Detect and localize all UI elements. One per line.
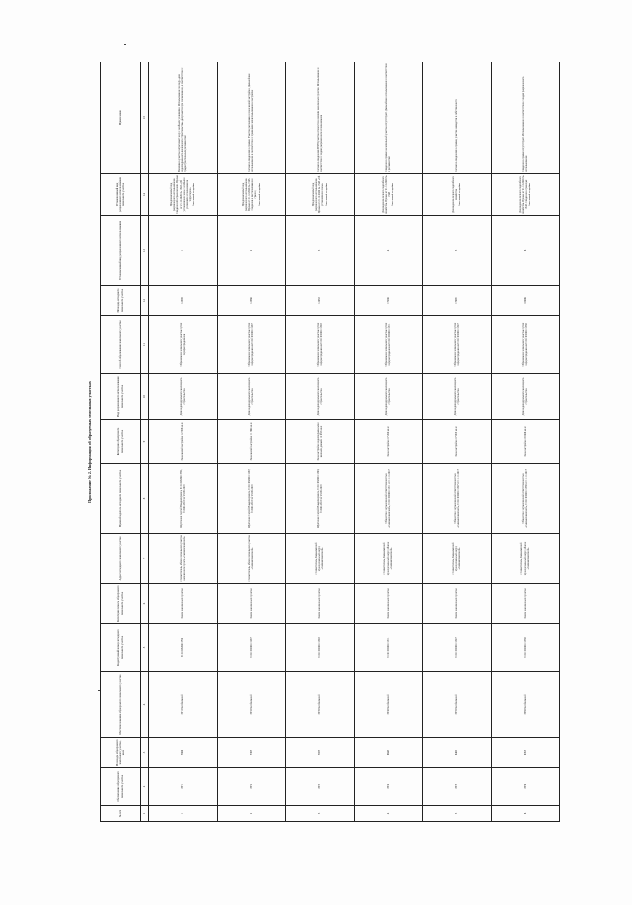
decision-text: Для ведения личного подсобного хозяйства	[451, 176, 459, 213]
decision	[354, 174, 423, 216]
decision	[217, 174, 286, 216]
table-row	[149, 62, 218, 822]
plot-location: ЗУ1 Пос.ближний	[149, 672, 218, 738]
cadastral-number: 91:01:032001:1303	[286, 624, 355, 672]
note: Сведения о правах отсутствуют. Использование в соответствии с видом разрешенного использования	[491, 62, 560, 174]
cadastral-number: 91:01:032001:1311	[354, 624, 423, 672]
decision-text: Предполагаемый вид разрешенного использования. Приказ от 21.12.2020 № 1543. Сведения о местоположении границ	[241, 177, 258, 212]
scan-speck	[124, 44, 126, 45]
row-number: 3	[286, 806, 355, 822]
column-number: 3	[141, 738, 149, 768]
column-header: Правообладатель исходного земельного участка	[101, 464, 141, 534]
permitted-use: Для индивидуального жилищного строительства	[217, 374, 286, 420]
column-header: Кадастровый номер исходного земельного участка	[101, 624, 141, 672]
plot-location: ЗУ5 Пос.ближний	[423, 672, 492, 738]
established-use: Зона жилой застройки	[192, 183, 196, 206]
column-number: 13	[141, 216, 149, 286]
permitted-use: Для индивидуального жилищного строительства	[149, 374, 218, 420]
column-header: Категория земель образуемого земельного участка	[101, 584, 141, 624]
column-number: 10	[141, 374, 149, 420]
column-number: 7	[141, 534, 149, 584]
note: Согласно сведениям о правах, участок находится в собственности	[423, 62, 492, 174]
permitted-use: Для индивидуального жилищного строительства	[286, 374, 355, 420]
decision	[149, 174, 218, 216]
decision-text: Предполагаемый вид разрешенного использования. Приказ от 21.12.2020 № 1543 «Об установлении зоны»	[311, 175, 325, 214]
row-number: 2	[217, 806, 286, 822]
formation-method: Образование земельного участка путем перераспределения 91:01:032001:1303	[286, 316, 355, 374]
note: Возможно участок затрагивает зону с особыми условиями. Использование по виду «для индивидуального жилищного строительства» допускается при согласовании, в соответствии с градостроительным регламентом	[149, 62, 218, 174]
plot-area: 7006	[149, 738, 218, 768]
zone-purpose: Зона жилой застройки 11 360 кв.м	[217, 420, 286, 464]
table-row	[423, 62, 492, 822]
row-status: 3	[286, 216, 355, 286]
formation-method: Образование земельного участка путем перераспределения 91:01:032001:1338	[491, 316, 560, 374]
note: Согласно сведениям о правах. Участок расположен в зоне жилой застройки. Дальнейшее использование в соответствии с правилами землепользования и застройки	[217, 62, 286, 174]
cadastral-number: 91:01:032001:790	[149, 624, 218, 672]
zone-purpose: Зона застройки 18 006 кв.м	[491, 420, 560, 464]
formation-method: Образование земельного участка путем перераспределения 91:01:032001:1297	[217, 316, 286, 374]
cadastral-number: 91:01:032001:1327	[423, 624, 492, 672]
plot-address: г.Севастополь, Балаклавский муниципальный округ, «Самокопшевский»	[423, 534, 492, 584]
row-number: 5	[423, 806, 492, 822]
established-use: Зона жилой застройки	[458, 183, 462, 206]
note: Согласно сведениям ЕГРН участок относится к землям населенных пунктов. Использование в соответствии с видом разрешенного использования	[286, 62, 355, 174]
owner: Шухтинов Сергей Владимирович, 91:01:032001:1297, 91/001/2019 от 25.09.2019	[217, 464, 286, 534]
zone-purpose: Зона застройки индивидуальными жилыми домами 12 053 кв.м	[286, 420, 355, 464]
column-header: Примечание	[101, 62, 141, 174]
column-number: 8	[141, 464, 149, 534]
land-category: Земли населенных пунктов	[217, 584, 286, 624]
column-header: Площадь образуемого земельного участка, кв.м	[101, 738, 141, 768]
column-header: Местоположение образуемого земельного участка	[101, 672, 141, 738]
plot-id: :ЗУ4	[354, 768, 423, 806]
established-use: Зона жилой застройки	[528, 183, 532, 206]
column-number: 5	[141, 624, 149, 672]
source-area: 12053	[286, 286, 355, 316]
row-status: 5	[423, 216, 492, 286]
land-category: Земли населенных пунктов	[354, 584, 423, 624]
land-category: Земли населенных пунктов	[286, 584, 355, 624]
plot-address: г.Севастополь, вблизи земельного участка населенного пункта «Самокопшевский»	[149, 534, 218, 584]
row-status: 2	[217, 216, 286, 286]
plot-address: г.Севастополь, Балаклавский муниципальный округ, «Самокопшевский»	[286, 534, 355, 584]
decision-text: Для ведения личного подсобного хозяйства. Приказ от 21.12.2020 № 1543	[381, 175, 392, 214]
decision-text: Предполагаемый вид разрешенного использования. Сведения об ограничениях. Приказ от 21.12.2020 № 1543 «Об установлении зоны с особыми условиями использования территории»	[169, 175, 193, 214]
document-title: Приложение № 2. Информация об образуемых земельных участках	[87, 381, 92, 503]
land-plots-table	[100, 62, 560, 822]
column-header: Категория образуемого земельного участка	[101, 420, 141, 464]
source-area: 17200	[354, 286, 423, 316]
table-body	[149, 62, 560, 822]
cadastral-number: 91:01:032001:1297	[217, 624, 286, 672]
permitted-use: Для индивидуального жилищного строительства	[491, 374, 560, 420]
table-row	[354, 62, 423, 822]
column-header: Адрес исходного земельного участка	[101, 534, 141, 584]
plot-address: г.Севастополь, Балаклавский муниципальный округ, вблизи «Самокопшевский»	[354, 534, 423, 584]
plot-id: :ЗУ5	[423, 768, 492, 806]
column-number-row	[141, 62, 149, 822]
column-header: Площадь исходного земельного участка	[101, 286, 141, 316]
plot-location: ЗУ3 Пос.ближний	[286, 672, 355, 738]
rotated-content	[80, 62, 560, 822]
row-number: 4	[354, 806, 423, 822]
source-area: 12960	[217, 286, 286, 316]
zone-purpose: Зона застройки 17 200 кв.м	[354, 420, 423, 464]
permitted-use: Для индивидуального жилищного строительства	[354, 374, 423, 420]
permitted-use: Для индивидуального жилищного строительства	[423, 374, 492, 420]
plot-id: :ЗУ6	[491, 768, 560, 806]
column-number: 6	[141, 584, 149, 624]
decision-text: Для ведения личного подсобного хозяйства. Приказ от 21.12.2020 № 1543. Сведения о границах	[518, 175, 529, 214]
plot-address: г.Севастополь, Балаклавский муниципальный округ, вблизи «Самокопшевский»	[491, 534, 560, 584]
column-header: № п/п	[101, 806, 141, 822]
column-header: Вид разрешенного использования земельного участка	[101, 374, 141, 420]
owner: Шухтинов Сергей Владимирович, 91:01:032001:790, 91/001/2019 от 25.09.2019	[149, 464, 218, 534]
column-number: 11	[141, 316, 149, 374]
plot-area: 6395	[491, 738, 560, 768]
land-category: Земли населенных пунктов	[423, 584, 492, 624]
owner: Общество с ограниченной ответственностью «Самокопшевский», 91:01:032001:1327 от 11.11.2017	[423, 464, 492, 534]
plot-id: :ЗУ3	[286, 768, 355, 806]
owner: Общество с ограниченной ответственностью «Самокопшевский», 91:01:032001:1338 от 11.11.2017	[491, 464, 560, 534]
note: Сведения о правах на земельный участок отсутствуют. Дальнейшее использование в соответствии с регламентом	[354, 62, 423, 174]
decision	[423, 174, 492, 216]
row-status: 6	[491, 216, 560, 286]
column-number: 15	[141, 62, 149, 174]
land-category: Земли населенных пунктов	[149, 584, 218, 624]
plot-area: 7057	[286, 738, 355, 768]
zone-purpose: Зона застройки 17 099 кв.м	[423, 420, 492, 464]
plot-id: :ЗУ2	[217, 768, 286, 806]
plot-location: ЗУ4 Пос.ближний	[354, 672, 423, 738]
table-row	[491, 62, 560, 822]
column-header: Установленный вид разрешенного использования	[101, 216, 141, 286]
source-area: 17099	[423, 286, 492, 316]
column-number: 4	[141, 672, 149, 738]
table-row	[286, 62, 355, 822]
column-header: Установленный вид разрешенного использования земельного участка	[101, 174, 141, 216]
decision	[286, 174, 355, 216]
column-header: Способ образования земельного участка	[101, 316, 141, 374]
cadastral-number: 91:01:032001:1338	[491, 624, 560, 672]
formation-method: Образование земельного участка путем перераспределения 91:01:032001:1311	[354, 316, 423, 374]
owner: Общество с ограниченной ответственностью «Самокопшевский», 91:01:032001:1311 от 11.11.2017	[354, 464, 423, 534]
plot-id: :ЗУ1	[149, 768, 218, 806]
table-header-row	[101, 62, 141, 822]
plot-location: ЗУ6 Пос.ближний	[491, 672, 560, 738]
source-area: 12998	[149, 286, 218, 316]
row-status: 1	[149, 216, 218, 286]
formation-method: Образование земельного участка путем перераспределения 91:01:032001:1327	[423, 316, 492, 374]
land-category: Земли населенных пунктов	[491, 584, 560, 624]
plot-location: ЗУ2 Пос.ближний	[217, 672, 286, 738]
column-number: 9	[141, 420, 149, 464]
zone-purpose: Зона жилой застройки 12 398 кв.м	[149, 420, 218, 464]
column-number: 1	[141, 806, 149, 822]
plot-address: г.Севастополь, вблизи земельного участка «Самокопшевский»	[217, 534, 286, 584]
established-use: Зона жилой застройки	[257, 183, 261, 206]
column-header: Обозначение образуемого земельного участка	[101, 768, 141, 806]
source-area: 18006	[491, 286, 560, 316]
decision	[491, 174, 560, 216]
column-number: 12	[141, 286, 149, 316]
scanned-page	[80, 62, 560, 822]
plot-area: 7307	[217, 738, 286, 768]
row-number: 1	[149, 806, 218, 822]
owner: Шухтинов Сергей Владимирович, 91:01:032001:1303, 91/001/2019 от 25.09.2019	[286, 464, 355, 534]
row-number: 6	[491, 806, 560, 822]
plot-area: 6409	[423, 738, 492, 768]
plot-area: 6643	[354, 738, 423, 768]
row-status: 4	[354, 216, 423, 286]
table-row	[217, 62, 286, 822]
column-number: 14	[141, 174, 149, 216]
formation-method: Образование земельного участка путем перераспределения	[149, 316, 218, 374]
established-use: Зона жилой застройки	[391, 183, 395, 206]
established-use: Зона жилой застройки	[324, 183, 328, 206]
column-number: 2	[141, 768, 149, 806]
